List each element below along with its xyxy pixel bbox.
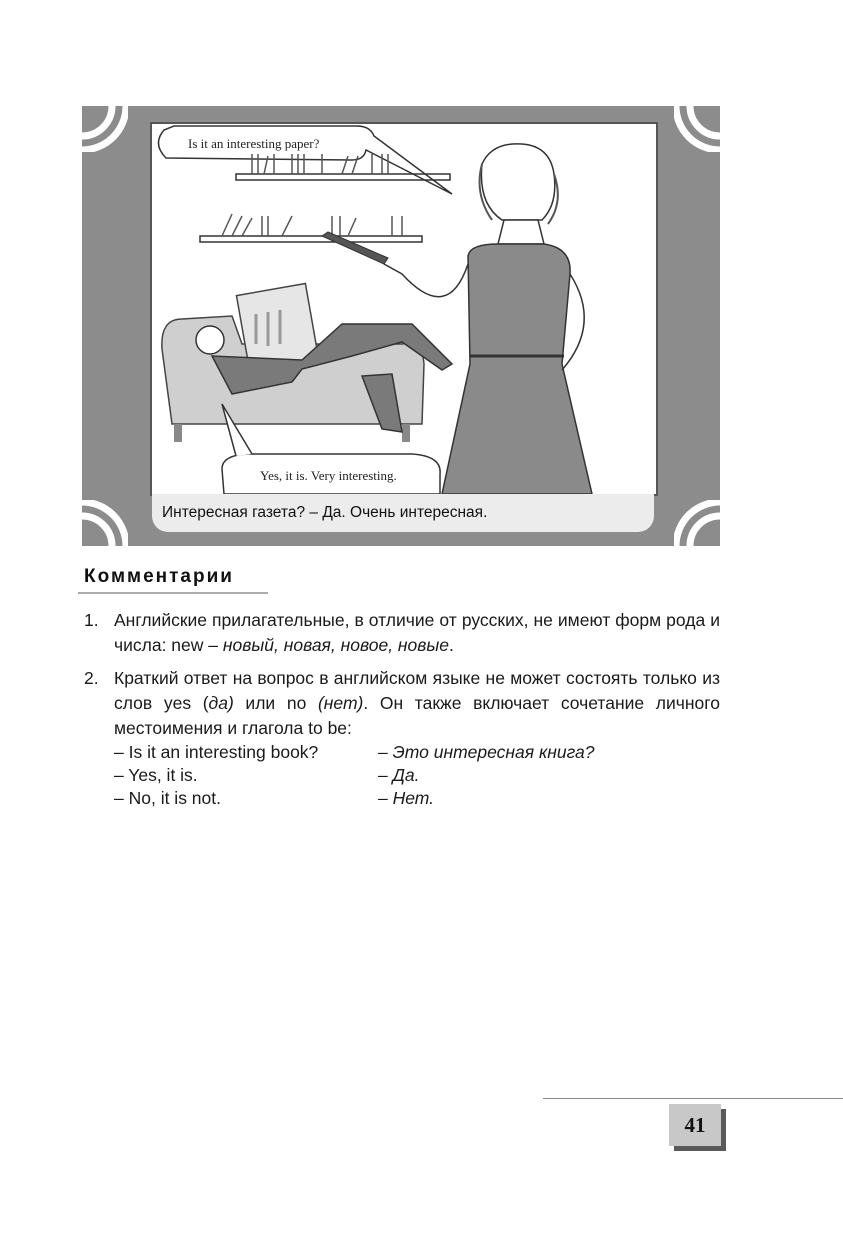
- speech-bubble-question: Is it an interesting paper?: [188, 136, 320, 151]
- corner-ornament-top-right: [674, 106, 720, 152]
- item-text-part: или no: [233, 693, 318, 713]
- dialog-english: – Is it an interesting book?: [114, 742, 319, 762]
- item-text-part: Английские прилагательные, в отличие от русских, не имеют форм рода и числа: new –: [114, 610, 720, 655]
- item-number: 1.: [84, 610, 99, 630]
- item-text-part: . Он также включает сочетание личного местоимения и глагола to be:: [114, 693, 720, 738]
- item-text: [114, 608, 720, 658]
- item-text-italic: (нет): [317, 693, 364, 713]
- comments-list: [80, 608, 720, 818]
- dialog-row: [114, 764, 720, 787]
- list-item: [80, 666, 720, 810]
- item-number: 2.: [84, 668, 99, 688]
- scene-drawing: [152, 124, 656, 494]
- section-title-underline: [78, 592, 268, 594]
- footer-rule: [543, 1098, 843, 1099]
- item-text-italic: новый, новая, новое, новые: [222, 635, 450, 655]
- illustration-caption: Интересная газета? – Да. Очень интересная.: [152, 494, 654, 532]
- dialog-row: [114, 741, 720, 764]
- list-item: [80, 608, 720, 658]
- item-text-italic: да): [208, 693, 234, 713]
- page-number: 41: [669, 1104, 721, 1146]
- corner-ornament-bottom-left: [82, 500, 128, 546]
- illustration-picture: [150, 122, 658, 496]
- dialog-russian: – Да.: [378, 765, 420, 785]
- dialog-english: – No, it is not.: [114, 788, 221, 808]
- dialog-english: – Yes, it is.: [114, 765, 198, 785]
- illustration-frame: [82, 106, 720, 546]
- item-text-part: .: [449, 635, 454, 655]
- dialog-russian: – Нет.: [378, 788, 435, 808]
- section-title: Комментарии: [84, 566, 234, 587]
- corner-ornament-top-left: [82, 106, 128, 152]
- item-text-part: Краткий ответ на вопрос в английском языке не может состоять только из слов yes (: [114, 668, 720, 713]
- dialog-row: [114, 787, 720, 810]
- dialog-russian: – Это интересная книга?: [378, 742, 595, 762]
- example-dialog: [114, 741, 720, 810]
- corner-ornament-bottom-right: [674, 500, 720, 546]
- speech-bubble-answer: Yes, it is. Very interesting.: [260, 468, 397, 483]
- item-text: [114, 666, 720, 741]
